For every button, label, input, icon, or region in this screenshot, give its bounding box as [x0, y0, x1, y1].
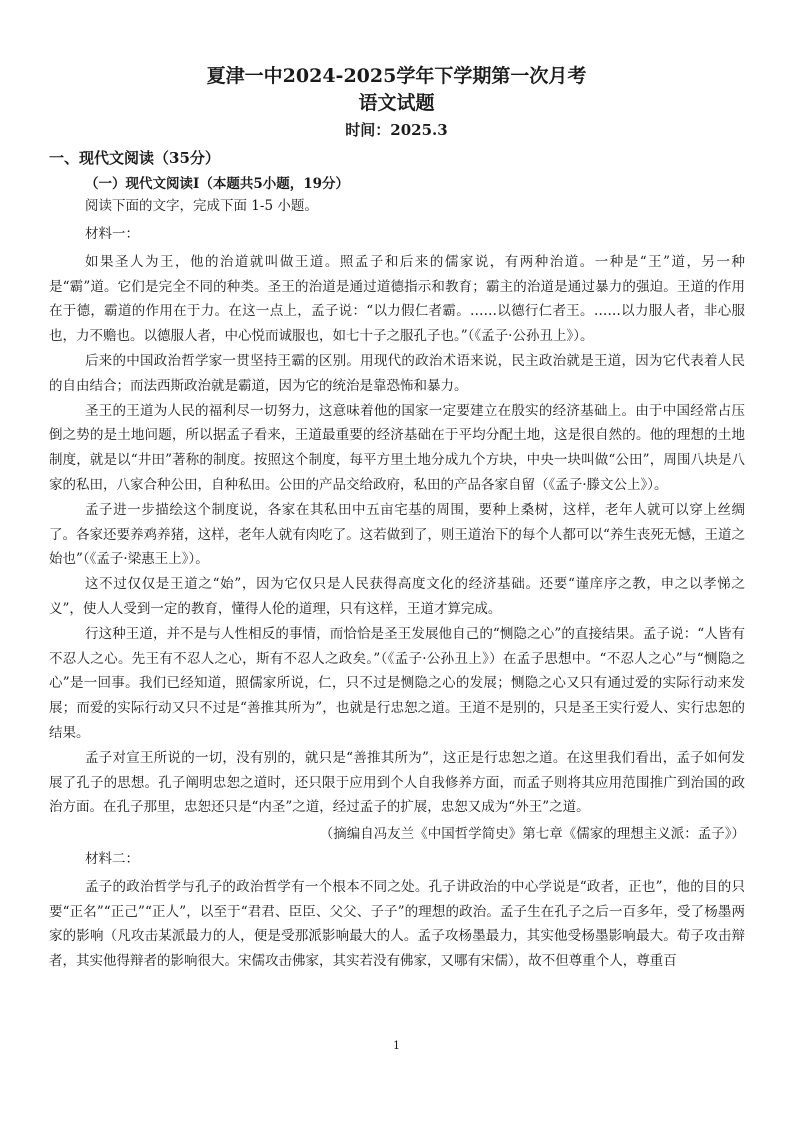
sub-section-heading: （一）现代文阅读Ⅰ（本题共5小题，19分） — [85, 176, 349, 192]
material-two-paragraph-1: 孟子的政治哲学与孔子的政治哲学有一个根本不同之处。孔子讲政治的中心学说是“政者，正也”，他的目的只要“正名”“正己”“正人”，以至于“君君、臣臣、父父、子子”的理想的政治。孟子生在孔子之后一百多年，受了杨墨两家的影响（凡攻击某派最力的人，便是受那派影响最大的人。孟子攻杨墨最力，其实他受杨墨影响最大。荀子攻击辩者，其实他得辩者的影响很大。宋儒攻击佛家，其实若没有佛家，又哪有宋儒），故不但尊重个人，尊重百 — [49, 878, 745, 970]
exam-time: 时间：2025.3 — [345, 121, 448, 139]
exam-title: 夏津一中2024-2025学年下学期第一次月考 — [206, 65, 587, 87]
reading-passage — [49, 222, 745, 974]
reading-instruction: 阅读下面的文字，完成下面 1-5 小题。 — [85, 198, 318, 214]
material-one-paragraph-1: 如果圣人为王，他的治道就叫做王道。照孟子和后来的儒家说，有两种治道。一种是“王”道，另一种是“霸”道。它们是完全不同的种类。圣王的治道是通过道德指示和教育；霸主的治道是通过暴力的强迫。王道的作用在于德，霸道的作用在于力。在这一点上，孟子说：“以力假仁者霸。……以德行仁者王。……以力服人者，非心服也，力不赡也。以德服人者，中心悦而诚服也，如七十子之服孔子也。”（《孟子·公孙丑上》）。 — [49, 253, 745, 345]
exam-subject: 语文试题 — [358, 92, 435, 114]
material-one-paragraph-4: 孟子进一步描绘这个制度说，各家在其私田中五亩宅基的周围，要种上桑树，这样，老年人就可以穿上丝绸了。各家还要养鸡养猪，这样，老年人就有肉吃了。这若做到了，则王道治下的每个人都可以“养生丧死无憾，王道之始也”（《孟子·梁惠王上》）。 — [49, 501, 745, 568]
material-one-source: （摘编自冯友兰《中国哲学简史》第七章《儒家的理想主义派：孟子》） — [319, 826, 745, 843]
material-one-paragraph-7: 孟子对宣王所说的一切，没有别的，就只是“善推其所为”，这正是行忠恕之道。在这里我们看出，孟子如何发展了孔子的思想。孔子阐明忠恕之道时，还只限于应用到个人自我修养方面，而孟子则将其应用范围推广到治国的政治方面。在孔子那里，忠恕还只是“内圣”之道，经过孟子的扩展，忠恕又成为“外王”之道。 — [49, 749, 745, 816]
material-one-paragraph-3: 圣王的王道为人民的福利尽一切努力，这意味着他的国家一定要建立在殷实的经济基础上。由于中国经常占压倒之势的是土地问题，所以据孟子看来，王道最重要的经济基础在于平均分配土地，这是很自然的。他的理想的土地制度，就是以“井田”著称的制度。按照这个制度，每平方里土地分成九个方块，中央一块叫做“公田”，周围八块是八家的私田，八家合种公田，自种私田。公田的产品交给政府，私田的产品各家自留（《孟子·滕文公上》）。 — [49, 402, 745, 493]
material-one-paragraph-6: 行这种王道，并不是与人性相反的事情，而恰恰是圣王发展他自己的“恻隐之心”的直接结果。孟子说：“人皆有不忍人之心。先王有不忍人之心，斯有不忍人之政矣。”（《孟子·公孙丑上》）在孟子思想中。“不忍人之心”与“恻隐之心”是一回事。我们已经知道，照儒家所说，仁，只不过是恻隐之心的发展；恻隐之心又只有通过爱的实际行动来发展；而爱的实际行动又只不过是“善推其所为”，也就是行忠恕之道。王道不是别的，只是圣王实行爱人、实行忠恕的结果。 — [49, 625, 745, 741]
section-heading: 一、现代文阅读（35分） — [49, 149, 220, 167]
material-two-label: 材料二： — [85, 850, 139, 867]
material-one-label: 材料一： — [85, 226, 139, 242]
material-one-paragraph-2: 后来的中国政治哲学家一贯坚持王霸的区别。用现代的政治术语来说，民主政治就是王道，因为它代表着人民的自由结合；而法西斯政治就是霸道，因为它的统治是靠恐怖和暴力。 — [49, 352, 745, 394]
page-number: 1 — [393, 1039, 400, 1052]
material-one-paragraph-5: 这不过仅仅是王道之“始”，因为它仅只是人民获得高度文化的经济基础。还要“谨庠序之教，申之以孝悌之义”，使人人受到一定的教育，懂得人伦的道理，只有这样，王道才算完成。 — [49, 576, 745, 617]
